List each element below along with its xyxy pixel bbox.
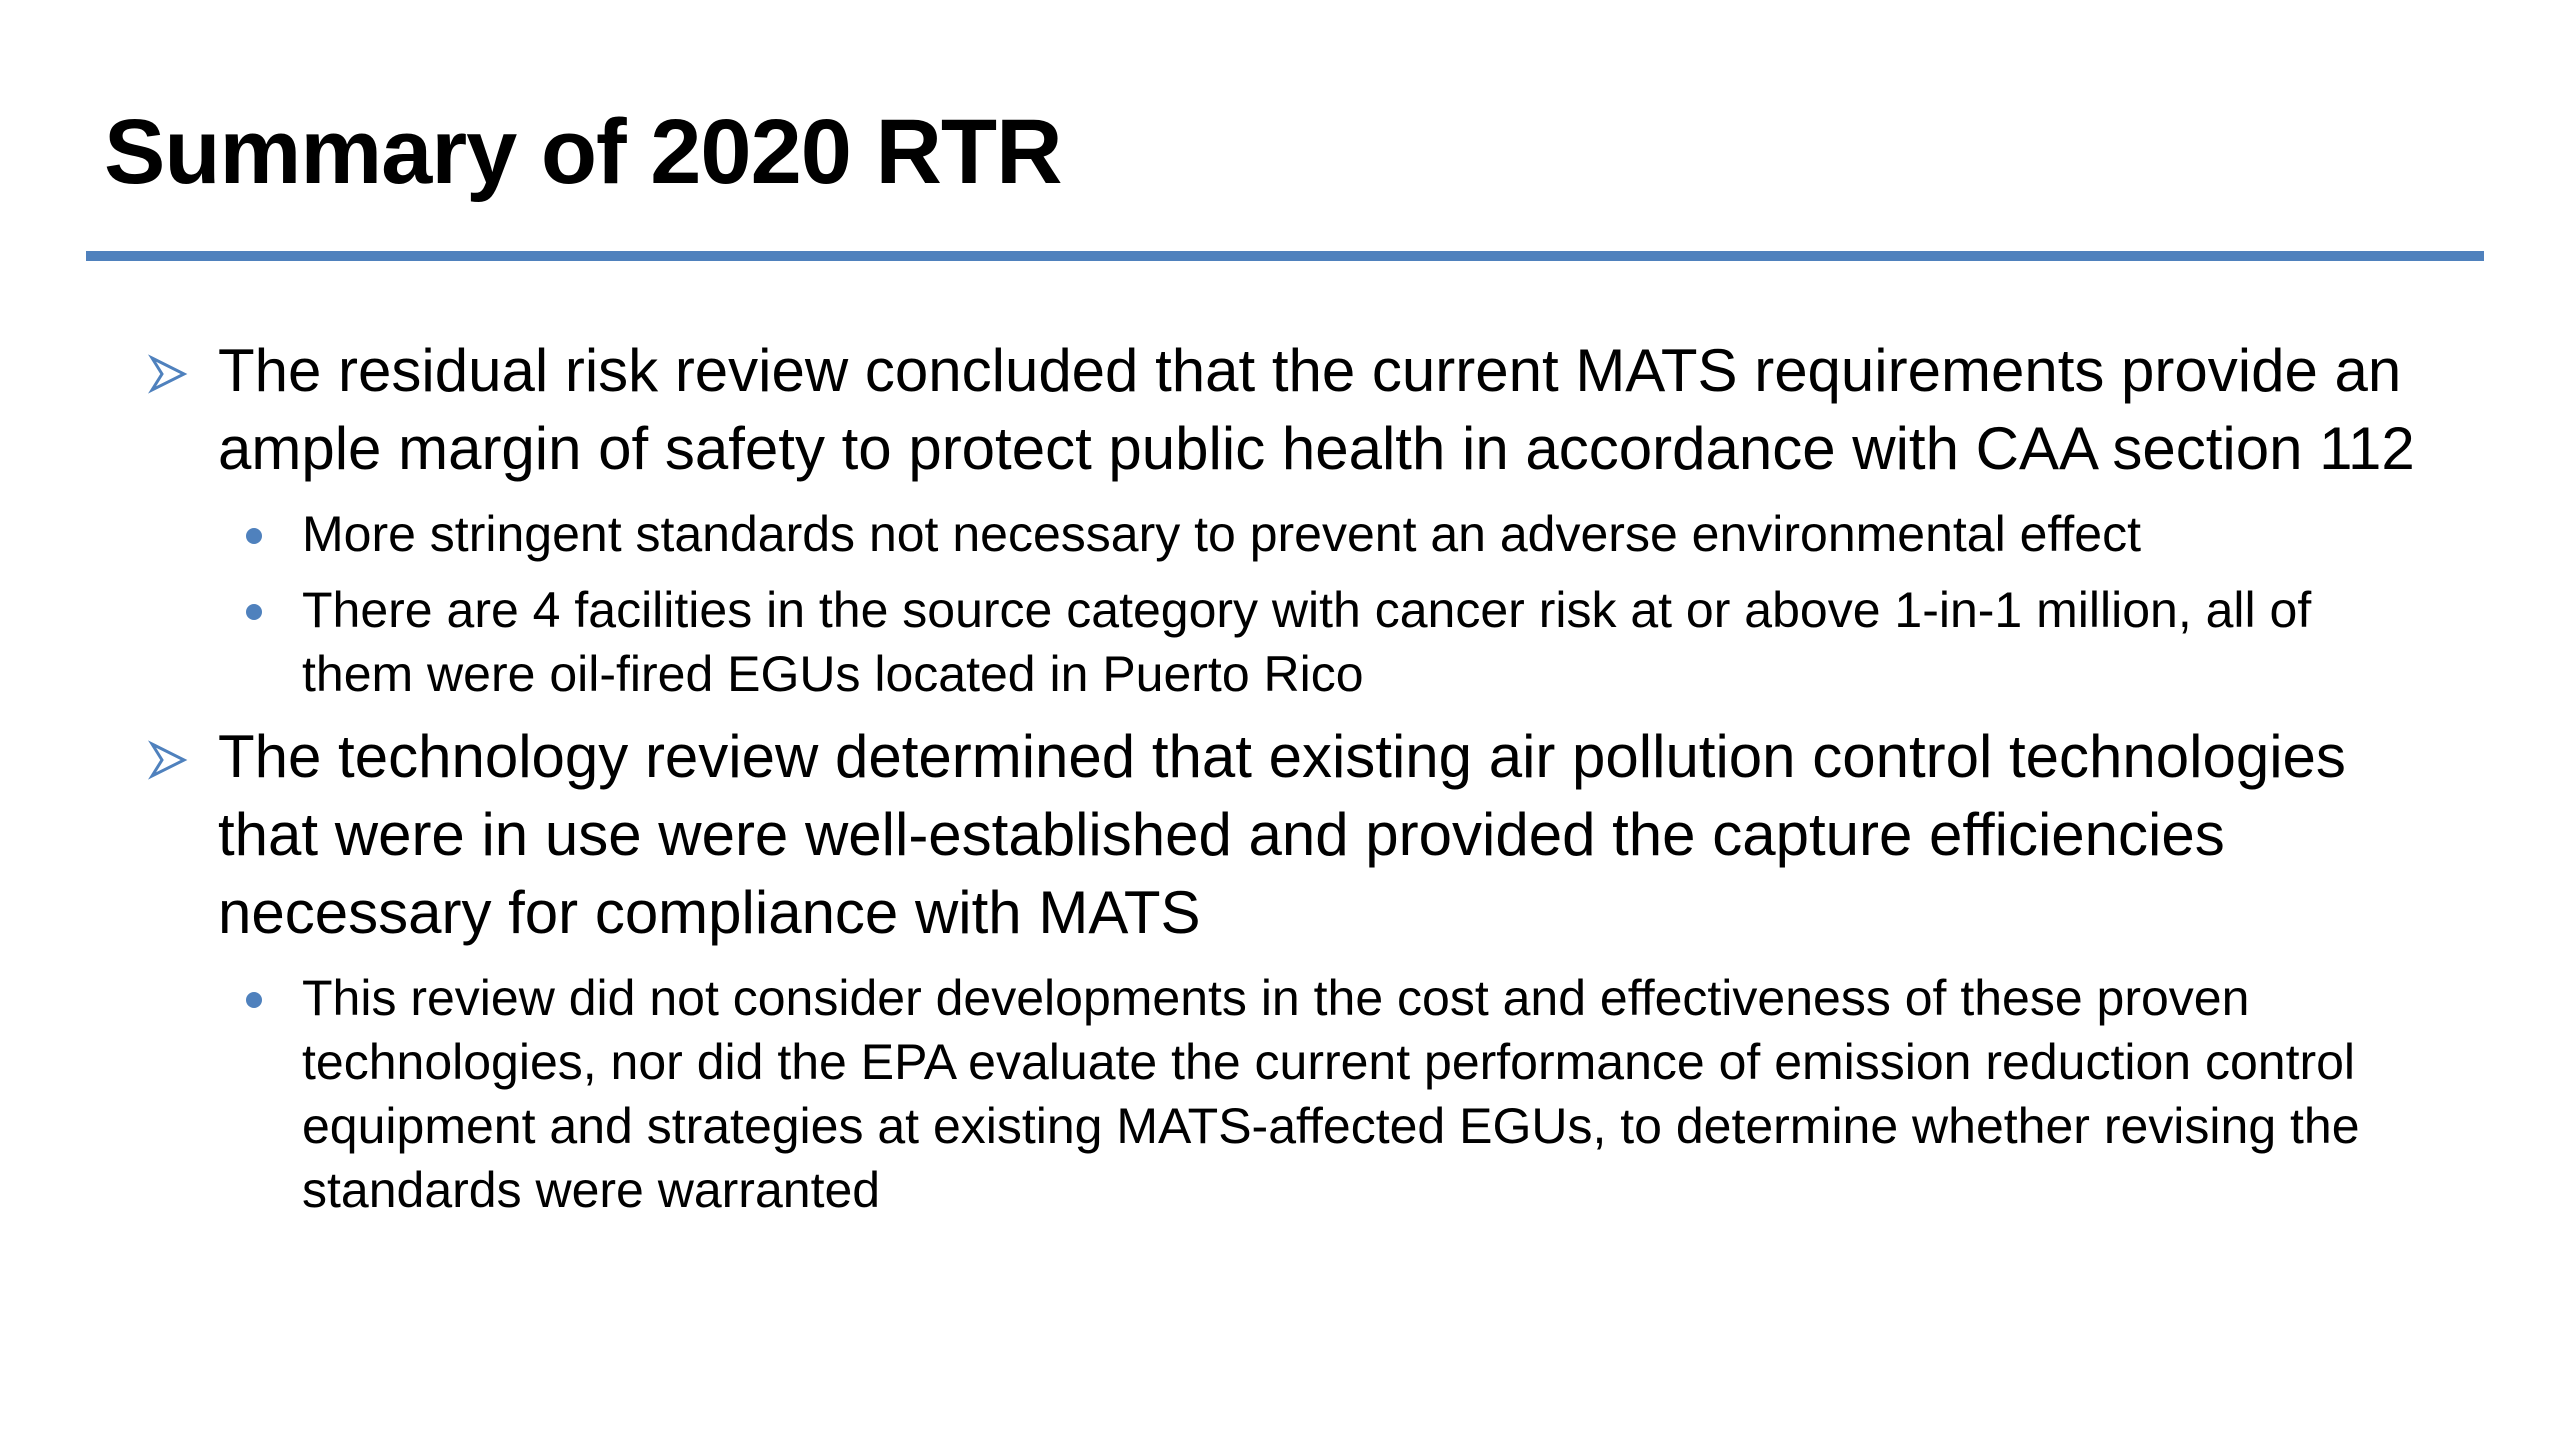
sub-bullet-item	[148, 966, 2428, 1222]
slide-title: Summary of 2020 RTR	[104, 101, 1062, 203]
slide-body	[148, 332, 2428, 1234]
sub-bullet-item	[148, 578, 2428, 706]
sub-bullet-text: More stringent standards not necessary to prevent an adverse environmental effect	[302, 506, 2141, 562]
sub-bullet-list	[148, 966, 2428, 1222]
sub-bullet-list	[148, 502, 2428, 706]
sub-bullet-text: This review did not consider developments in the cost and effectiveness of these proven technologies, nor did the EPA evaluate the current performance of emission reduction control equipment and strategies at existing MATS-affected EGUs, to determine whether revising the standards were warranted	[302, 970, 2360, 1218]
sub-bullet-text: There are 4 facilities in the source category with cancer risk at or above 1-in-1 million, all of them were oil-fired EGUs located in Puerto Rico	[302, 582, 2312, 702]
arrow-bullet-icon	[148, 740, 188, 780]
title-underline-rule	[86, 251, 2484, 261]
bullet-residual-risk	[148, 332, 2428, 488]
arrow-bullet-icon	[148, 354, 188, 394]
bullet-text: The residual risk review concluded that the current MATS requirements provide an ample margin of safety to protect public health in accordance with CAA section 112	[218, 337, 2415, 482]
bullet-technology-review	[148, 718, 2428, 952]
dot-bullet-icon	[246, 992, 262, 1008]
sub-bullet-item	[148, 502, 2428, 566]
bullet-text: The technology review determined that existing air pollution control technologies that were in use were well-established and provided the capture efficiencies necessary for compliance with MATS	[218, 723, 2346, 946]
dot-bullet-icon	[246, 604, 262, 620]
dot-bullet-icon	[246, 528, 262, 544]
